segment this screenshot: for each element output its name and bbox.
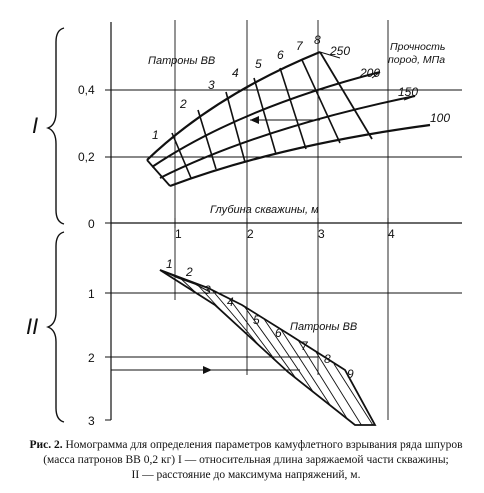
depth-axis-label: Глубина скважины, м xyxy=(210,204,319,216)
example-arrow-II xyxy=(203,366,212,374)
strength-label-200: 200 xyxy=(360,66,381,80)
tick-label-2: 2 xyxy=(88,351,95,365)
strength-label-250: 250 xyxy=(330,44,351,58)
cartridge-label-I-8: 8 xyxy=(314,33,321,47)
strength-title-line2: пород, МПа xyxy=(388,54,446,66)
cartridge-label-II-3: 3 xyxy=(204,283,211,297)
brace-section-I xyxy=(48,28,64,224)
cartridge-label-II-7: 7 xyxy=(301,339,308,353)
tick-label-3: 3 xyxy=(88,414,95,428)
cartridge-label-I-3: 3 xyxy=(208,78,215,92)
tick-label-0-2: 0,2 xyxy=(78,150,95,164)
caption-line-2: (масса патронов ВВ 0,2 кг) I — относительная длина заряжаемой части скважины; xyxy=(43,454,449,466)
x-tick-label-1: 1 xyxy=(175,227,182,241)
cartridge-label-II-6: 6 xyxy=(275,326,282,340)
caption-line-3: II — расстояние до максимума напряжений, м. xyxy=(131,469,361,481)
x-tick-label-3: 3 xyxy=(318,227,325,241)
x-tick-label-2: 2 xyxy=(247,227,254,241)
cartridge-label-II-2: 2 xyxy=(186,265,193,279)
cartridge-label-I-5: 5 xyxy=(255,57,262,71)
grid-lines xyxy=(111,20,462,420)
cartridge-label-II-8: 8 xyxy=(324,352,331,366)
section-label-I: I xyxy=(32,113,39,138)
cartridge-label-II-5: 5 xyxy=(253,313,260,327)
brace-section-II xyxy=(48,232,64,422)
cartridge-label-II-1: 1 xyxy=(166,257,173,271)
nomogram-II-band xyxy=(160,270,376,430)
x-tick-label-4: 4 xyxy=(388,227,395,241)
cartridges-title-I: Патроны ВВ xyxy=(148,55,216,67)
tick-label-1: 1 xyxy=(88,287,95,301)
section-label-II: II xyxy=(26,314,39,339)
cartridge-label-I-1: 1 xyxy=(152,128,159,142)
caption-line-1 xyxy=(18,438,474,453)
cartridge-label-II-9: 9 xyxy=(347,367,354,381)
tick-label-0-4: 0,4 xyxy=(78,83,95,97)
example-arrow-I xyxy=(250,116,259,124)
cartridge-label-I-7: 7 xyxy=(296,39,303,53)
caption-line-1-text: Номограмма для определения параметров камуфлетного взрывания ряда шпуров xyxy=(62,439,463,451)
cartridge-label-II-4: 4 xyxy=(227,295,234,309)
cartridge-label-I-4: 4 xyxy=(232,66,239,80)
strength-label-150: 150 xyxy=(398,85,419,99)
cartridge-label-I-2: 2 xyxy=(180,97,187,111)
figure-caption xyxy=(18,438,474,483)
cartridge-label-I-6: 6 xyxy=(277,48,284,62)
cartridges-title-II: Патроны ВВ xyxy=(290,321,358,333)
strength-title-line1: Прочность xyxy=(390,41,446,53)
tick-label-0: 0 xyxy=(88,217,95,231)
caption-prefix: Рис. 2. xyxy=(29,439,63,451)
strength-label-100: 100 xyxy=(430,111,451,125)
